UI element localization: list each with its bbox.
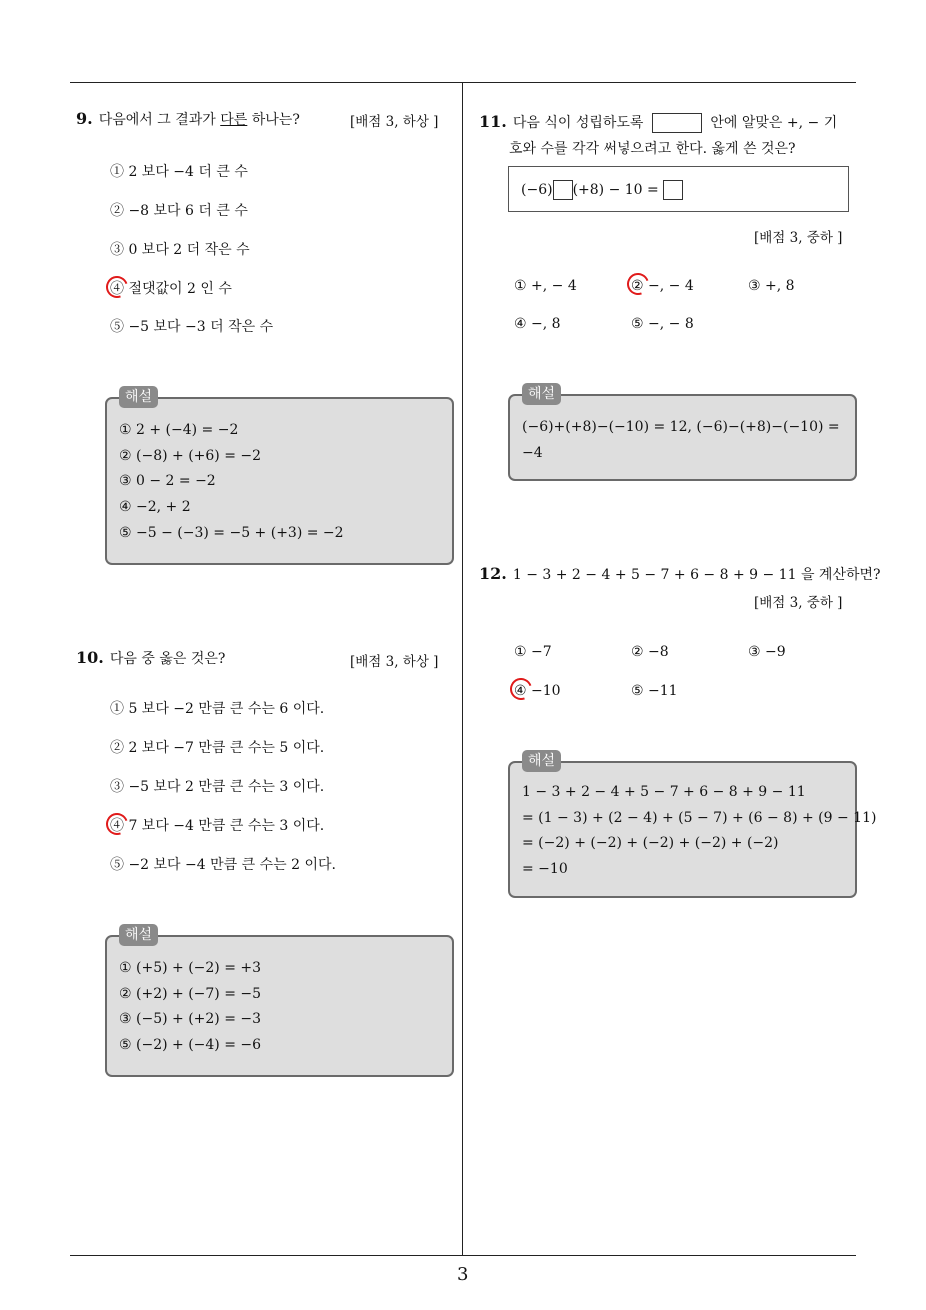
question-number: 11. bbox=[479, 112, 507, 131]
explanation-label: 해설 bbox=[119, 924, 158, 946]
choice-3[interactable]: ③ −5 보다 2 만큼 큰 수는 3 이다. bbox=[110, 779, 325, 795]
equation-blank-2 bbox=[663, 180, 683, 200]
equation-blank-1 bbox=[553, 180, 573, 200]
question-10-title: 10. 다음 중 옳은 것은? bbox=[76, 648, 226, 667]
choice-1[interactable]: ① 5 보다 −2 만큼 큰 수는 6 이다. bbox=[110, 701, 325, 717]
choice-1[interactable]: ① 2 보다 −4 더 큰 수 bbox=[110, 164, 248, 180]
choice-5[interactable]: ⑤ −, − 8 bbox=[631, 316, 694, 332]
answer-blank-box bbox=[652, 113, 702, 133]
choice-3[interactable]: ③ −9 bbox=[748, 644, 786, 660]
explanation-line: ③ 0 − 2 = −2 bbox=[119, 473, 216, 489]
equation-box bbox=[508, 166, 849, 212]
explanation-line: ⑤ (−2) + (−4) = −6 bbox=[119, 1037, 262, 1053]
choice-2[interactable]: ② 2 보다 −7 만큼 큰 수는 5 이다. bbox=[110, 740, 325, 756]
explanation-line: ② (−8) + (+6) = −2 bbox=[119, 448, 262, 464]
choice-1[interactable]: ① +, − 4 bbox=[514, 278, 577, 294]
question-number: 9. bbox=[76, 109, 93, 128]
explanation-label: 해설 bbox=[522, 383, 561, 405]
bottom-rule bbox=[70, 1255, 856, 1256]
explanation-line: −4 bbox=[522, 445, 543, 461]
explanation-line: 1 − 3 + 2 − 4 + 5 − 7 + 6 − 8 + 9 − 11 bbox=[522, 784, 806, 800]
explanation-line: (−6)+(+8)−(−10) = 12, (−6)−(+8)−(−10) = bbox=[522, 419, 840, 435]
choice-3[interactable]: ③ 0 보다 2 더 작은 수 bbox=[110, 242, 250, 258]
question-9-score: [배점 3, 하상 ] bbox=[350, 114, 439, 130]
explanation-label: 해설 bbox=[522, 750, 561, 772]
choice-1[interactable]: ① −7 bbox=[514, 644, 552, 660]
choice-4[interactable]: ④ 7 보다 −4 만큼 큰 수는 3 이다. bbox=[110, 818, 325, 834]
explanation-box bbox=[508, 386, 857, 481]
explanation-box bbox=[508, 753, 877, 898]
equation: (−6) (+8) − 10 = bbox=[521, 180, 683, 200]
question-11-title-line2: 호와 수를 각각 써넣으려고 한다. 옳게 쓴 것은? bbox=[509, 141, 796, 157]
question-12-title: 12. 1 − 3 + 2 − 4 + 5 − 7 + 6 − 8 + 9 − 11 을 계산하면? bbox=[479, 564, 881, 583]
choice-5[interactable]: ⑤ −5 보다 −3 더 작은 수 bbox=[110, 319, 274, 335]
question-11-title: 11. 다음 식이 성립하도록 안에 알맞은 +, − 기 bbox=[479, 112, 838, 131]
choice-2[interactable]: ② −8 보다 6 더 큰 수 bbox=[110, 203, 248, 219]
explanation-label: 해설 bbox=[119, 386, 158, 408]
question-10-score: [배점 3, 하상 ] bbox=[350, 654, 439, 670]
question-number: 10. bbox=[76, 648, 104, 667]
explanation-line: = −10 bbox=[522, 861, 568, 877]
explanation-line: ⑤ −5 − (−3) = −5 + (+3) = −2 bbox=[119, 525, 344, 541]
column-divider bbox=[462, 83, 463, 1255]
explanation-line: ① (+5) + (−2) = +3 bbox=[119, 960, 262, 976]
choice-4[interactable]: ④ −, 8 bbox=[514, 316, 561, 332]
explanation-line: ② (+2) + (−7) = −5 bbox=[119, 986, 262, 1002]
choice-5[interactable]: ⑤ −11 bbox=[631, 683, 678, 699]
explanation-line: ① 2 + (−4) = −2 bbox=[119, 422, 239, 438]
choice-3[interactable]: ③ +, 8 bbox=[748, 278, 795, 294]
question-9-title: 9. 다음에서 그 결과가 다른 하나는? bbox=[76, 109, 300, 128]
question-11-score: [배점 3, 중하 ] bbox=[754, 230, 843, 246]
underlined-word: 다른 bbox=[220, 112, 248, 128]
question-number: 12. bbox=[479, 564, 507, 583]
explanation-box bbox=[105, 389, 454, 565]
choice-2[interactable]: ② −8 bbox=[631, 644, 669, 660]
choice-2[interactable]: ② −, − 4 bbox=[631, 278, 694, 294]
top-rule bbox=[70, 82, 856, 83]
question-12-score: [배점 3, 중하 ] bbox=[754, 595, 843, 611]
choice-4[interactable]: ④ −10 bbox=[514, 683, 561, 699]
choice-5[interactable]: ⑤ −2 보다 −4 만큼 큰 수는 2 이다. bbox=[110, 857, 336, 873]
explanation-line: ④ −2, + 2 bbox=[119, 499, 191, 515]
explanation-line: ③ (−5) + (+2) = −3 bbox=[119, 1011, 262, 1027]
choice-4[interactable]: ④ 절댓값이 2 인 수 bbox=[110, 281, 232, 297]
explanation-box bbox=[105, 927, 454, 1077]
explanation-line: = (−2) + (−2) + (−2) + (−2) + (−2) bbox=[522, 835, 779, 851]
explanation-line: = (1 − 3) + (2 − 4) + (5 − 7) + (6 − 8) + (9 − 11) bbox=[522, 810, 877, 826]
page-number: 3 bbox=[457, 1264, 469, 1285]
